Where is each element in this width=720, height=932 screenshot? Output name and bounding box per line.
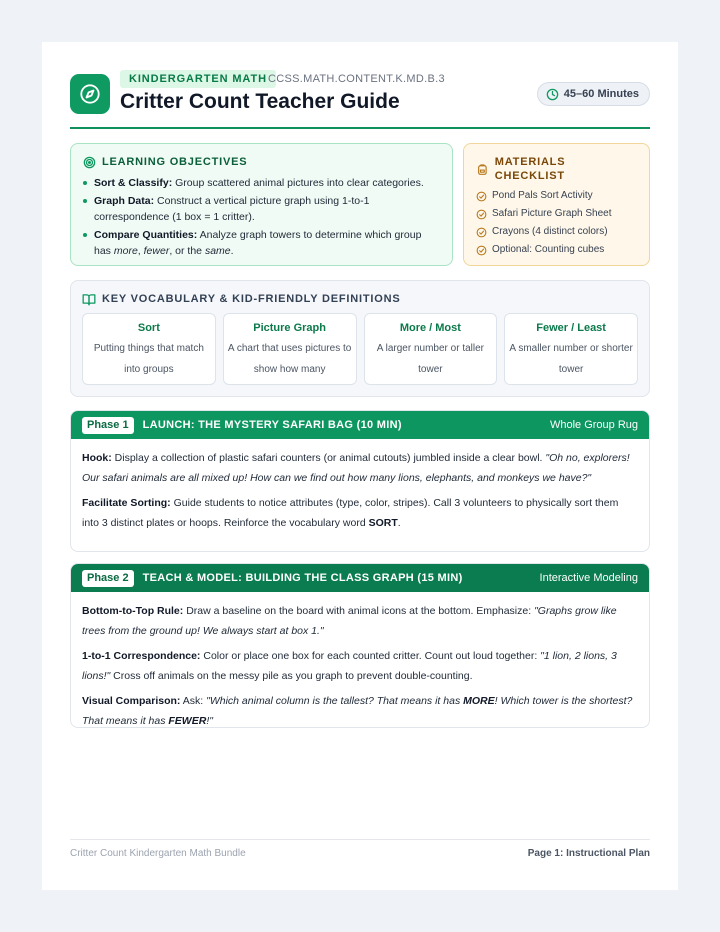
objective-item — [83, 193, 440, 225]
compass-logo — [70, 74, 110, 114]
vocabulary-heading — [82, 292, 638, 306]
objective-emphasis: same — [204, 245, 231, 257]
sorting-paragraph — [82, 493, 638, 533]
vocabulary-panel — [70, 280, 650, 397]
vocab-card — [364, 313, 498, 385]
sort-keyword: SORT — [368, 517, 398, 529]
comparison-quote-part: "Which animal column is the tallest? That means it has — [206, 695, 461, 707]
clock-icon — [546, 88, 559, 101]
footer-page-label: Page 1: Instructional Plan — [527, 848, 650, 859]
material-label: Pond Pals Sort Activity — [492, 190, 593, 201]
vocab-card — [504, 313, 638, 385]
objective-emphasis: fewer — [143, 245, 170, 257]
objective-label: Graph Data: — [94, 195, 155, 207]
vocab-definition: A larger number or taller tower — [376, 343, 485, 375]
material-item — [476, 225, 637, 239]
learning-objectives-panel — [70, 143, 453, 266]
correspondence-label: 1-to-1 Correspondence: — [82, 650, 201, 662]
objective-text: Construct a vertical picture graph using 1-to-1 correspondence (1 box = 1 critter). — [94, 195, 370, 223]
comparison-quote-part: !" — [206, 715, 213, 727]
phase-grouping: Whole Group Rug — [549, 419, 638, 431]
material-item — [476, 207, 637, 221]
objective-item — [83, 227, 440, 259]
material-label: Safari Picture Graph Sheet — [492, 208, 612, 219]
objective-label: Compare Quantities: — [94, 229, 198, 241]
material-label: Crayons (4 distinct colors) — [492, 226, 608, 237]
materials-checklist-panel — [463, 143, 650, 266]
phase-title: TEACH & MODEL: BUILDING THE CLASS GRAPH (15 MIN) — [142, 572, 463, 584]
backpack-icon — [476, 163, 489, 176]
duration-label: 45–60 Minutes — [563, 88, 639, 100]
rule-label: Bottom-to-Top Rule: — [82, 605, 184, 617]
book-icon — [82, 293, 96, 306]
material-label: Optional: Counting cubes — [492, 244, 605, 255]
subject-badge: KINDERGARTEN MATH — [120, 70, 276, 88]
objectives-list — [83, 175, 440, 259]
objective-label: Sort & Classify: — [94, 177, 173, 189]
materials-list — [476, 189, 637, 257]
correspondence-quote: "1 lion, 2 lions, 3 lions!" — [82, 650, 617, 682]
correspondence-end: Cross off animals on the messy pile as you graph to prevent double-counting. — [113, 670, 473, 682]
check-circle-icon — [476, 245, 487, 256]
objectives-heading — [83, 155, 440, 169]
sorting-label: Facilitate Sorting: — [82, 497, 171, 509]
compass-icon — [79, 83, 101, 105]
vocab-definition: A smaller number or shorter tower — [509, 343, 633, 375]
phase-grouping: Interactive Modeling — [539, 572, 638, 584]
phase-title: LAUNCH: THE MYSTERY SAFARI BAG (10 MIN) — [142, 419, 402, 431]
hook-label: Hook: — [82, 452, 112, 464]
vocabulary-heading-label: KEY VOCABULARY & KID-FRIENDLY DEFINITIONS — [102, 293, 401, 305]
objective-emphasis: more — [113, 245, 138, 257]
more-keyword: MORE — [463, 695, 495, 707]
phase-2-section — [70, 563, 650, 728]
phase-1-section — [70, 410, 650, 552]
footer-divider — [70, 839, 650, 840]
vocab-term: Sort — [137, 322, 160, 334]
vocab-card — [223, 313, 357, 385]
vocab-term: Picture Graph — [253, 322, 326, 334]
rule-quote: "Graphs grow like trees from the ground up! We always start at box 1." — [82, 605, 617, 637]
header-divider — [70, 127, 650, 129]
fewer-keyword: FEWER — [168, 715, 207, 727]
standard-code: CCSS.MATH.CONTENT.K.MD.B.3 — [268, 73, 445, 85]
rule-text: Draw a baseline on the board with animal icons at the bottom. Emphasize: — [186, 605, 532, 617]
objective-item — [83, 175, 440, 191]
hook-quote: "Oh no, explorers! Our safari animals are all mixed up! How can we find out how many lions, elephants, and monkeys we have?" — [82, 452, 630, 484]
objective-text: , or the — [169, 245, 205, 257]
phase-1-body — [71, 439, 649, 533]
phase-2-header — [71, 564, 649, 592]
footer-bundle-name: Critter Count Kindergarten Math Bundle — [70, 848, 246, 859]
correspondence-paragraph — [82, 646, 638, 686]
teacher-guide-page — [42, 42, 678, 890]
objectives-heading-label: LEARNING OBJECTIVES — [102, 156, 248, 168]
vocab-term: Fewer / Least — [536, 322, 606, 334]
vocab-term: More / Most — [399, 322, 461, 334]
sorting-text: Guide students to notice attributes (type, color, stripes). Call 3 volunteers to physically sort them into 3 distinct plates or hoops. Reinforce the vocabulary word — [82, 497, 619, 529]
materials-heading-label: MATERIALS CHECKLIST — [494, 156, 566, 182]
check-circle-icon — [476, 227, 487, 238]
check-circle-icon — [476, 209, 487, 220]
sorting-end: . — [397, 517, 401, 529]
objective-text: Group scattered animal pictures into clear categories. — [175, 177, 424, 189]
correspondence-text: Color or place one box for each counted critter. Count out loud together: — [203, 650, 538, 662]
material-item — [476, 243, 637, 257]
material-item — [476, 189, 637, 203]
page-title: Critter Count Teacher Guide — [120, 90, 400, 113]
objective-text: Analyze graph towers to determine which group has — [94, 229, 422, 257]
target-icon — [83, 156, 96, 169]
vocab-definition: Putting things that match into groups — [93, 343, 204, 375]
comparison-quote-part: ! Which tower is the shortest? That means it has — [82, 695, 633, 727]
phase-tag: Phase 1 — [82, 417, 134, 434]
hook-paragraph — [82, 448, 638, 488]
hook-text: Display a collection of plastic safari counters (or animal cutouts) jumbled inside a clear bowl. — [114, 452, 543, 464]
duration-badge — [537, 82, 650, 106]
comparison-label: Visual Comparison: — [82, 695, 181, 707]
phase-1-header — [71, 411, 649, 439]
comparison-paragraph — [82, 691, 638, 728]
vocab-definition: A chart that uses pictures to show how many — [227, 343, 352, 375]
objective-text: . — [230, 245, 234, 257]
comparison-text: Ask: — [182, 695, 204, 707]
check-circle-icon — [476, 191, 487, 202]
phase-2-body — [71, 592, 649, 728]
vocab-card — [82, 313, 216, 385]
phase-tag: Phase 2 — [82, 570, 134, 587]
materials-heading — [476, 155, 637, 183]
rule-paragraph — [82, 601, 638, 641]
vocabulary-cards — [82, 313, 638, 385]
objective-text: , — [137, 245, 144, 257]
